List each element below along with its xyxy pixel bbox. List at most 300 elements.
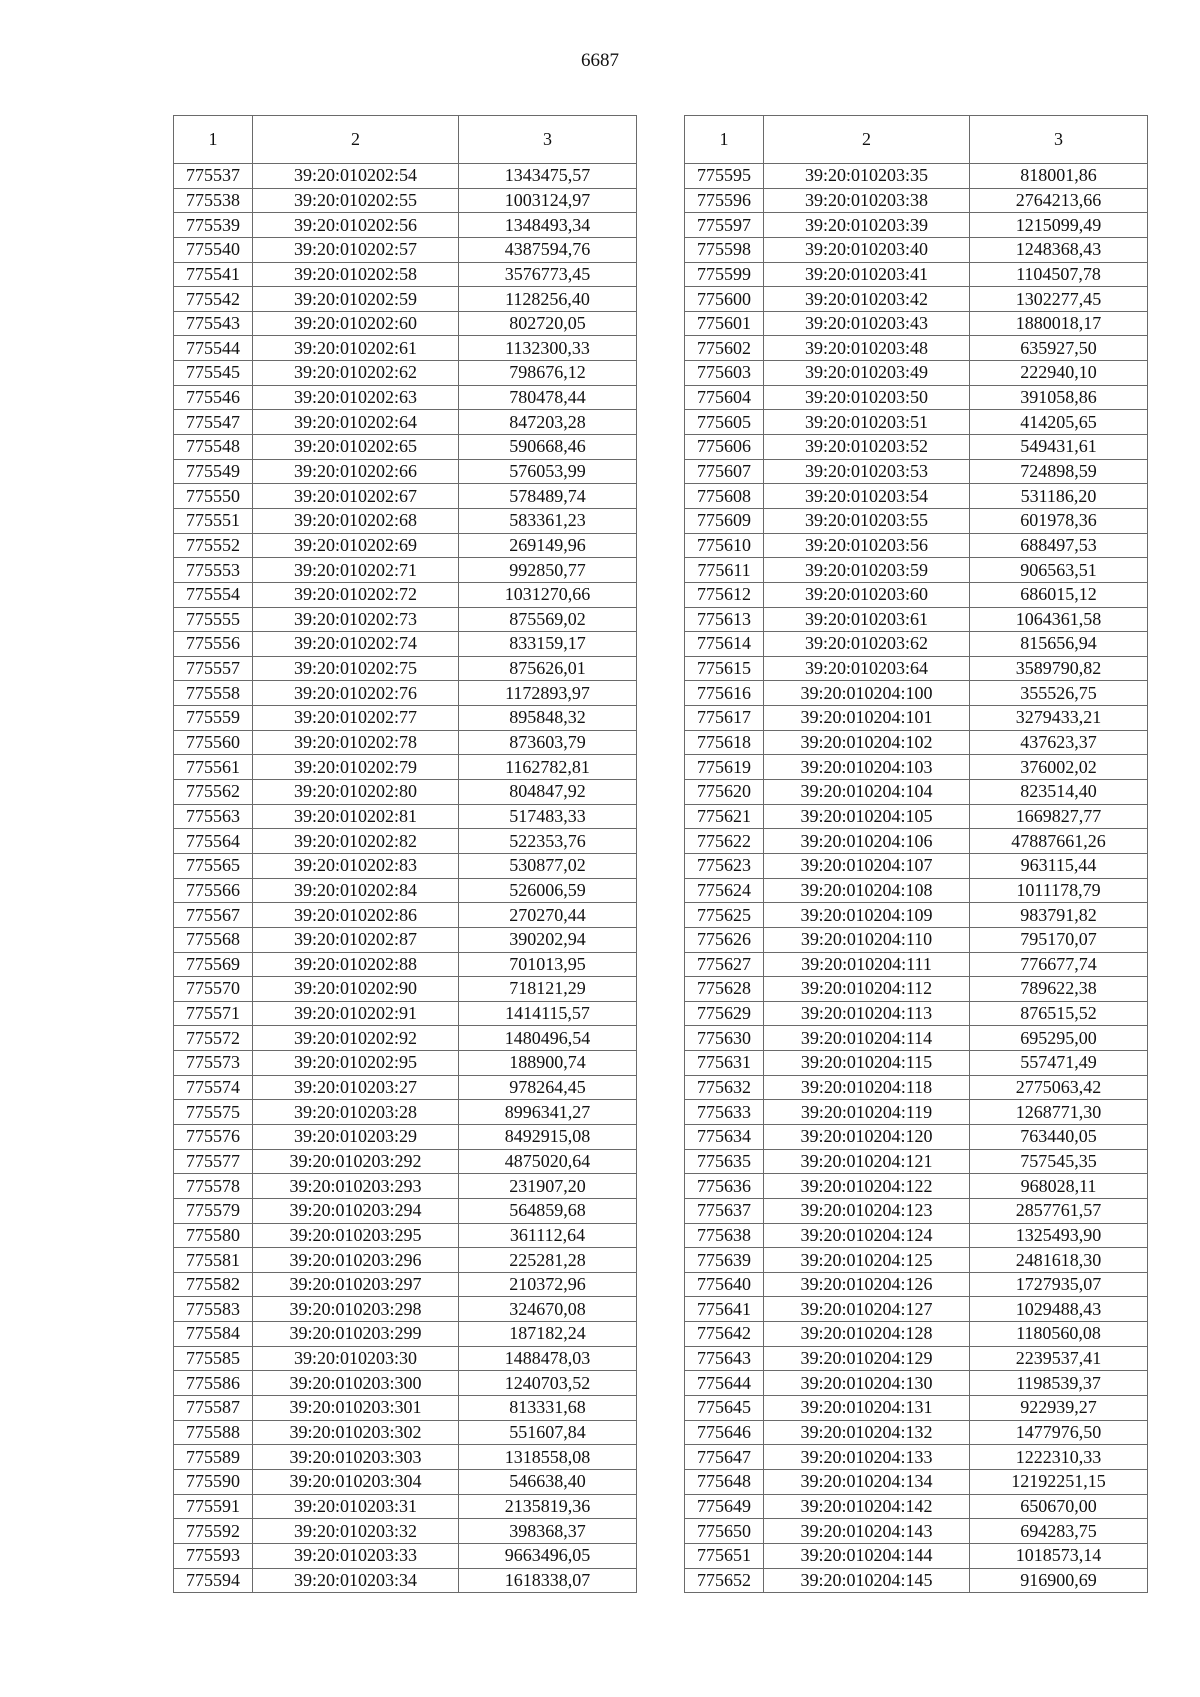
cadastral-number-cell: 39:20:010203:293 bbox=[253, 1174, 459, 1199]
cadastral-number-cell: 39:20:010204:114 bbox=[764, 1026, 970, 1051]
table-row bbox=[685, 1519, 1148, 1544]
cadastral-number-cell: 39:20:010204:111 bbox=[764, 952, 970, 977]
table-row bbox=[174, 632, 637, 657]
value-cell: 391058,86 bbox=[970, 385, 1148, 410]
value-cell: 1618338,07 bbox=[459, 1568, 637, 1593]
cadastral-number-cell: 39:20:010202:74 bbox=[253, 632, 459, 657]
table-row bbox=[174, 188, 637, 213]
value-cell: 798676,12 bbox=[459, 361, 637, 386]
cadastral-number-cell: 39:20:010204:120 bbox=[764, 1124, 970, 1149]
cadastral-number-cell: 39:20:010202:62 bbox=[253, 361, 459, 386]
value-cell: 789622,38 bbox=[970, 977, 1148, 1002]
value-cell: 1240703,52 bbox=[459, 1371, 637, 1396]
row-number-cell: 775631 bbox=[685, 1051, 764, 1076]
table-row bbox=[174, 1001, 637, 1026]
cadastral-number-cell: 39:20:010204:132 bbox=[764, 1420, 970, 1445]
cadastral-number-cell: 39:20:010202:67 bbox=[253, 484, 459, 509]
cadastral-number-cell: 39:20:010204:109 bbox=[764, 903, 970, 928]
row-number-cell: 775578 bbox=[174, 1174, 253, 1199]
row-number-cell: 775635 bbox=[685, 1149, 764, 1174]
value-cell: 1003124,97 bbox=[459, 188, 637, 213]
row-number-cell: 775629 bbox=[685, 1001, 764, 1026]
table-row bbox=[174, 164, 637, 189]
value-cell: 1480496,54 bbox=[459, 1026, 637, 1051]
row-number-cell: 775599 bbox=[685, 262, 764, 287]
value-cell: 1198539,37 bbox=[970, 1371, 1148, 1396]
value-cell: 795170,07 bbox=[970, 927, 1148, 952]
table-row bbox=[174, 484, 637, 509]
cadastral-number-cell: 39:20:010204:133 bbox=[764, 1445, 970, 1470]
row-number-cell: 775584 bbox=[174, 1322, 253, 1347]
table-row bbox=[685, 1124, 1148, 1149]
row-number-cell: 775568 bbox=[174, 927, 253, 952]
cadastral-number-cell: 39:20:010203:301 bbox=[253, 1396, 459, 1421]
value-cell: 1477976,50 bbox=[970, 1420, 1148, 1445]
table-row bbox=[685, 213, 1148, 238]
value-cell: 576053,99 bbox=[459, 459, 637, 484]
cadastral-number-cell: 39:20:010204:108 bbox=[764, 878, 970, 903]
value-cell: 530877,02 bbox=[459, 853, 637, 878]
cadastral-number-cell: 39:20:010202:77 bbox=[253, 706, 459, 731]
cadastral-number-cell: 39:20:010202:75 bbox=[253, 656, 459, 681]
row-number-cell: 775609 bbox=[685, 508, 764, 533]
cadastral-number-cell: 39:20:010203:29 bbox=[253, 1124, 459, 1149]
cadastral-number-cell: 39:20:010203:294 bbox=[253, 1198, 459, 1223]
value-cell: 763440,05 bbox=[970, 1124, 1148, 1149]
row-number-cell: 775559 bbox=[174, 706, 253, 731]
row-number-cell: 775553 bbox=[174, 558, 253, 583]
table-row bbox=[685, 164, 1148, 189]
table-row bbox=[685, 1396, 1148, 1421]
row-number-cell: 775583 bbox=[174, 1297, 253, 1322]
value-cell: 635927,50 bbox=[970, 336, 1148, 361]
table-row bbox=[685, 977, 1148, 1002]
value-cell: 2239537,41 bbox=[970, 1346, 1148, 1371]
table-row bbox=[174, 558, 637, 583]
value-cell: 324670,08 bbox=[459, 1297, 637, 1322]
cadastral-number-cell: 39:20:010202:71 bbox=[253, 558, 459, 583]
cadastral-number-cell: 39:20:010202:79 bbox=[253, 755, 459, 780]
cadastral-number-cell: 39:20:010204:123 bbox=[764, 1198, 970, 1223]
table-row bbox=[174, 361, 637, 386]
column-header: 2 bbox=[253, 116, 459, 164]
row-number-cell: 775606 bbox=[685, 435, 764, 460]
value-cell: 875569,02 bbox=[459, 607, 637, 632]
cadastral-number-cell: 39:20:010204:127 bbox=[764, 1297, 970, 1322]
row-number-cell: 775630 bbox=[685, 1026, 764, 1051]
table-row bbox=[174, 1371, 637, 1396]
cadastral-number-cell: 39:20:010202:82 bbox=[253, 829, 459, 854]
cadastral-number-cell: 39:20:010204:104 bbox=[764, 780, 970, 805]
table-row bbox=[174, 1026, 637, 1051]
value-cell: 1268771,30 bbox=[970, 1100, 1148, 1125]
row-number-cell: 775616 bbox=[685, 681, 764, 706]
table-row bbox=[685, 1445, 1148, 1470]
value-cell: 187182,24 bbox=[459, 1322, 637, 1347]
cadastral-number-cell: 39:20:010204:112 bbox=[764, 977, 970, 1002]
cadastral-number-cell: 39:20:010204:131 bbox=[764, 1396, 970, 1421]
cadastral-number-cell: 39:20:010203:41 bbox=[764, 262, 970, 287]
value-cell: 2775063,42 bbox=[970, 1075, 1148, 1100]
value-cell: 906563,51 bbox=[970, 558, 1148, 583]
cadastral-number-cell: 39:20:010203:43 bbox=[764, 311, 970, 336]
row-number-cell: 775608 bbox=[685, 484, 764, 509]
table-row bbox=[174, 582, 637, 607]
row-number-cell: 775571 bbox=[174, 1001, 253, 1026]
cadastral-number-cell: 39:20:010202:86 bbox=[253, 903, 459, 928]
row-number-cell: 775641 bbox=[685, 1297, 764, 1322]
table-row bbox=[685, 237, 1148, 262]
cadastral-number-cell: 39:20:010202:84 bbox=[253, 878, 459, 903]
right-table-body bbox=[685, 164, 1148, 1593]
cadastral-number-cell: 39:20:010203:300 bbox=[253, 1371, 459, 1396]
row-number-cell: 775651 bbox=[685, 1543, 764, 1568]
row-number-cell: 775626 bbox=[685, 927, 764, 952]
row-number-cell: 775579 bbox=[174, 1198, 253, 1223]
value-cell: 776677,74 bbox=[970, 952, 1148, 977]
table-row bbox=[685, 311, 1148, 336]
value-cell: 231907,20 bbox=[459, 1174, 637, 1199]
value-cell: 1669827,77 bbox=[970, 804, 1148, 829]
table-row bbox=[174, 977, 637, 1002]
value-cell: 222940,10 bbox=[970, 361, 1148, 386]
value-cell: 269149,96 bbox=[459, 533, 637, 558]
value-cell: 875626,01 bbox=[459, 656, 637, 681]
row-number-cell: 775615 bbox=[685, 656, 764, 681]
value-cell: 1414115,57 bbox=[459, 1001, 637, 1026]
table-row bbox=[174, 1543, 637, 1568]
table-row bbox=[685, 878, 1148, 903]
right-table bbox=[684, 115, 1148, 1593]
row-number-cell: 775548 bbox=[174, 435, 253, 460]
cadastral-number-cell: 39:20:010204:115 bbox=[764, 1051, 970, 1076]
row-number-cell: 775628 bbox=[685, 977, 764, 1002]
row-number-cell: 775582 bbox=[174, 1272, 253, 1297]
value-cell: 804847,92 bbox=[459, 780, 637, 805]
row-number-cell: 775634 bbox=[685, 1124, 764, 1149]
cadastral-number-cell: 39:20:010202:57 bbox=[253, 237, 459, 262]
cadastral-number-cell: 39:20:010202:55 bbox=[253, 188, 459, 213]
cadastral-number-cell: 39:20:010203:33 bbox=[253, 1543, 459, 1568]
value-cell: 3279433,21 bbox=[970, 706, 1148, 731]
value-cell: 813331,68 bbox=[459, 1396, 637, 1421]
row-number-cell: 775588 bbox=[174, 1420, 253, 1445]
row-number-cell: 775591 bbox=[174, 1494, 253, 1519]
value-cell: 583361,23 bbox=[459, 508, 637, 533]
value-cell: 1727935,07 bbox=[970, 1272, 1148, 1297]
cadastral-number-cell: 39:20:010203:56 bbox=[764, 533, 970, 558]
cadastral-number-cell: 39:20:010202:68 bbox=[253, 508, 459, 533]
table-row bbox=[685, 410, 1148, 435]
cadastral-number-cell: 39:20:010203:52 bbox=[764, 435, 970, 460]
column-header: 1 bbox=[174, 116, 253, 164]
value-cell: 724898,59 bbox=[970, 459, 1148, 484]
cadastral-number-cell: 39:20:010203:60 bbox=[764, 582, 970, 607]
table-row bbox=[174, 1174, 637, 1199]
value-cell: 695295,00 bbox=[970, 1026, 1148, 1051]
value-cell: 9663496,05 bbox=[459, 1543, 637, 1568]
row-number-cell: 775625 bbox=[685, 903, 764, 928]
table-row bbox=[174, 829, 637, 854]
value-cell: 895848,32 bbox=[459, 706, 637, 731]
row-number-cell: 775587 bbox=[174, 1396, 253, 1421]
cadastral-number-cell: 39:20:010203:297 bbox=[253, 1272, 459, 1297]
table-row bbox=[174, 903, 637, 928]
page-number: 6687 bbox=[581, 50, 619, 71]
value-cell: 780478,44 bbox=[459, 385, 637, 410]
row-number-cell: 775573 bbox=[174, 1051, 253, 1076]
value-cell: 922939,27 bbox=[970, 1396, 1148, 1421]
cadastral-number-cell: 39:20:010204:128 bbox=[764, 1322, 970, 1347]
cadastral-number-cell: 39:20:010202:59 bbox=[253, 287, 459, 312]
value-cell: 546638,40 bbox=[459, 1469, 637, 1494]
cadastral-number-cell: 39:20:010202:83 bbox=[253, 853, 459, 878]
table-row bbox=[174, 780, 637, 805]
row-number-cell: 775614 bbox=[685, 632, 764, 657]
cadastral-number-cell: 39:20:010204:122 bbox=[764, 1174, 970, 1199]
table-row bbox=[174, 533, 637, 558]
value-cell: 694283,75 bbox=[970, 1519, 1148, 1544]
table-row bbox=[174, 1051, 637, 1076]
value-cell: 3576773,45 bbox=[459, 262, 637, 287]
table-row bbox=[174, 287, 637, 312]
row-number-cell: 775557 bbox=[174, 656, 253, 681]
table-row bbox=[685, 484, 1148, 509]
cadastral-number-cell: 39:20:010203:39 bbox=[764, 213, 970, 238]
value-cell: 978264,45 bbox=[459, 1075, 637, 1100]
cadastral-number-cell: 39:20:010203:27 bbox=[253, 1075, 459, 1100]
value-cell: 1318558,08 bbox=[459, 1445, 637, 1470]
row-number-cell: 775596 bbox=[685, 188, 764, 213]
value-cell: 47887661,26 bbox=[970, 829, 1148, 854]
table-row bbox=[174, 1297, 637, 1322]
cadastral-number-cell: 39:20:010203:298 bbox=[253, 1297, 459, 1322]
table-row bbox=[174, 336, 637, 361]
row-number-cell: 775542 bbox=[174, 287, 253, 312]
row-number-cell: 775620 bbox=[685, 780, 764, 805]
cadastral-number-cell: 39:20:010203:34 bbox=[253, 1568, 459, 1593]
row-number-cell: 775646 bbox=[685, 1420, 764, 1445]
table-row bbox=[685, 853, 1148, 878]
value-cell: 963115,44 bbox=[970, 853, 1148, 878]
table-row bbox=[174, 927, 637, 952]
table-row bbox=[174, 213, 637, 238]
row-number-cell: 775541 bbox=[174, 262, 253, 287]
row-number-cell: 775567 bbox=[174, 903, 253, 928]
cadastral-number-cell: 39:20:010202:61 bbox=[253, 336, 459, 361]
cadastral-number-cell: 39:20:010203:292 bbox=[253, 1149, 459, 1174]
table-row bbox=[174, 1396, 637, 1421]
table-row bbox=[685, 1543, 1148, 1568]
cadastral-number-cell: 39:20:010203:299 bbox=[253, 1322, 459, 1347]
value-cell: 1248368,43 bbox=[970, 237, 1148, 262]
value-cell: 873603,79 bbox=[459, 730, 637, 755]
table-row bbox=[685, 681, 1148, 706]
table-row bbox=[685, 607, 1148, 632]
table-row bbox=[174, 1445, 637, 1470]
value-cell: 2857761,57 bbox=[970, 1198, 1148, 1223]
row-number-cell: 775623 bbox=[685, 853, 764, 878]
row-number-cell: 775546 bbox=[174, 385, 253, 410]
value-cell: 1325493,90 bbox=[970, 1223, 1148, 1248]
cadastral-number-cell: 39:20:010202:92 bbox=[253, 1026, 459, 1051]
cadastral-number-cell: 39:20:010204:119 bbox=[764, 1100, 970, 1125]
row-number-cell: 775552 bbox=[174, 533, 253, 558]
value-cell: 701013,95 bbox=[459, 952, 637, 977]
table-row bbox=[174, 1568, 637, 1593]
value-cell: 1162782,81 bbox=[459, 755, 637, 780]
row-number-cell: 775555 bbox=[174, 607, 253, 632]
cadastral-number-cell: 39:20:010203:53 bbox=[764, 459, 970, 484]
cadastral-number-cell: 39:20:010204:125 bbox=[764, 1248, 970, 1273]
cadastral-number-cell: 39:20:010204:121 bbox=[764, 1149, 970, 1174]
row-number-cell: 775594 bbox=[174, 1568, 253, 1593]
row-number-cell: 775539 bbox=[174, 213, 253, 238]
cadastral-number-cell: 39:20:010202:66 bbox=[253, 459, 459, 484]
row-number-cell: 775581 bbox=[174, 1248, 253, 1273]
row-number-cell: 775556 bbox=[174, 632, 253, 657]
value-cell: 757545,35 bbox=[970, 1149, 1148, 1174]
cadastral-number-cell: 39:20:010204:129 bbox=[764, 1346, 970, 1371]
cadastral-number-cell: 39:20:010202:64 bbox=[253, 410, 459, 435]
row-number-cell: 775632 bbox=[685, 1075, 764, 1100]
cadastral-number-cell: 39:20:010203:303 bbox=[253, 1445, 459, 1470]
row-number-cell: 775549 bbox=[174, 459, 253, 484]
value-cell: 437623,37 bbox=[970, 730, 1148, 755]
value-cell: 1343475,57 bbox=[459, 164, 637, 189]
cadastral-number-cell: 39:20:010204:126 bbox=[764, 1272, 970, 1297]
row-number-cell: 775636 bbox=[685, 1174, 764, 1199]
table-header-row bbox=[685, 116, 1148, 164]
cadastral-number-cell: 39:20:010203:296 bbox=[253, 1248, 459, 1273]
table-row bbox=[174, 1198, 637, 1223]
row-number-cell: 775618 bbox=[685, 730, 764, 755]
cadastral-number-cell: 39:20:010202:73 bbox=[253, 607, 459, 632]
row-number-cell: 775600 bbox=[685, 287, 764, 312]
table-row bbox=[174, 1272, 637, 1297]
value-cell: 815656,94 bbox=[970, 632, 1148, 657]
table-row bbox=[174, 237, 637, 262]
row-number-cell: 775545 bbox=[174, 361, 253, 386]
table-row bbox=[685, 435, 1148, 460]
value-cell: 1215099,49 bbox=[970, 213, 1148, 238]
table-row bbox=[685, 558, 1148, 583]
row-number-cell: 775551 bbox=[174, 508, 253, 533]
row-number-cell: 775563 bbox=[174, 804, 253, 829]
table-row bbox=[685, 287, 1148, 312]
cadastral-number-cell: 39:20:010203:50 bbox=[764, 385, 970, 410]
row-number-cell: 775643 bbox=[685, 1346, 764, 1371]
row-number-cell: 775561 bbox=[174, 755, 253, 780]
row-number-cell: 775586 bbox=[174, 1371, 253, 1396]
table-row bbox=[685, 1174, 1148, 1199]
cadastral-number-cell: 39:20:010202:88 bbox=[253, 952, 459, 977]
value-cell: 4387594,76 bbox=[459, 237, 637, 262]
row-number-cell: 775650 bbox=[685, 1519, 764, 1544]
table-row bbox=[685, 927, 1148, 952]
row-number-cell: 775560 bbox=[174, 730, 253, 755]
table-row bbox=[174, 656, 637, 681]
row-number-cell: 775565 bbox=[174, 853, 253, 878]
cadastral-number-cell: 39:20:010203:48 bbox=[764, 336, 970, 361]
cadastral-number-cell: 39:20:010204:124 bbox=[764, 1223, 970, 1248]
table-row bbox=[174, 755, 637, 780]
cadastral-number-cell: 39:20:010203:49 bbox=[764, 361, 970, 386]
cadastral-number-cell: 39:20:010202:95 bbox=[253, 1051, 459, 1076]
value-cell: 564859,68 bbox=[459, 1198, 637, 1223]
column-header: 2 bbox=[764, 116, 970, 164]
table-row bbox=[174, 435, 637, 460]
row-number-cell: 775543 bbox=[174, 311, 253, 336]
value-cell: 526006,59 bbox=[459, 878, 637, 903]
value-cell: 1018573,14 bbox=[970, 1543, 1148, 1568]
value-cell: 531186,20 bbox=[970, 484, 1148, 509]
table-row bbox=[685, 1469, 1148, 1494]
value-cell: 1128256,40 bbox=[459, 287, 637, 312]
row-number-cell: 775593 bbox=[174, 1543, 253, 1568]
table-row bbox=[685, 804, 1148, 829]
cadastral-number-cell: 39:20:010203:54 bbox=[764, 484, 970, 509]
cadastral-number-cell: 39:20:010202:65 bbox=[253, 435, 459, 460]
value-cell: 1180560,08 bbox=[970, 1322, 1148, 1347]
row-number-cell: 775613 bbox=[685, 607, 764, 632]
value-cell: 802720,05 bbox=[459, 311, 637, 336]
table-row bbox=[174, 1124, 637, 1149]
value-cell: 833159,17 bbox=[459, 632, 637, 657]
row-number-cell: 775639 bbox=[685, 1248, 764, 1273]
row-number-cell: 775577 bbox=[174, 1149, 253, 1174]
row-number-cell: 775576 bbox=[174, 1124, 253, 1149]
row-number-cell: 775569 bbox=[174, 952, 253, 977]
value-cell: 4875020,64 bbox=[459, 1149, 637, 1174]
table-row bbox=[685, 1346, 1148, 1371]
value-cell: 188900,74 bbox=[459, 1051, 637, 1076]
value-cell: 270270,44 bbox=[459, 903, 637, 928]
table-row bbox=[174, 952, 637, 977]
table-row bbox=[685, 1223, 1148, 1248]
value-cell: 398368,37 bbox=[459, 1519, 637, 1544]
value-cell: 718121,29 bbox=[459, 977, 637, 1002]
value-cell: 355526,75 bbox=[970, 681, 1148, 706]
row-number-cell: 775605 bbox=[685, 410, 764, 435]
row-number-cell: 775603 bbox=[685, 361, 764, 386]
row-number-cell: 775633 bbox=[685, 1100, 764, 1125]
value-cell: 12192251,15 bbox=[970, 1469, 1148, 1494]
column-header: 3 bbox=[459, 116, 637, 164]
table-row bbox=[174, 1346, 637, 1371]
cadastral-number-cell: 39:20:010202:87 bbox=[253, 927, 459, 952]
table-row bbox=[685, 1248, 1148, 1273]
value-cell: 686015,12 bbox=[970, 582, 1148, 607]
row-number-cell: 775574 bbox=[174, 1075, 253, 1100]
cadastral-number-cell: 39:20:010204:107 bbox=[764, 853, 970, 878]
value-cell: 2135819,36 bbox=[459, 1494, 637, 1519]
value-cell: 522353,76 bbox=[459, 829, 637, 854]
cadastral-number-cell: 39:20:010202:91 bbox=[253, 1001, 459, 1026]
cadastral-number-cell: 39:20:010204:103 bbox=[764, 755, 970, 780]
value-cell: 551607,84 bbox=[459, 1420, 637, 1445]
value-cell: 983791,82 bbox=[970, 903, 1148, 928]
row-number-cell: 775645 bbox=[685, 1396, 764, 1421]
table-row bbox=[174, 1223, 637, 1248]
table-row bbox=[685, 1420, 1148, 1445]
row-number-cell: 775590 bbox=[174, 1469, 253, 1494]
row-number-cell: 775649 bbox=[685, 1494, 764, 1519]
table-row bbox=[685, 336, 1148, 361]
row-number-cell: 775648 bbox=[685, 1469, 764, 1494]
value-cell: 578489,74 bbox=[459, 484, 637, 509]
cadastral-number-cell: 39:20:010204:143 bbox=[764, 1519, 970, 1544]
